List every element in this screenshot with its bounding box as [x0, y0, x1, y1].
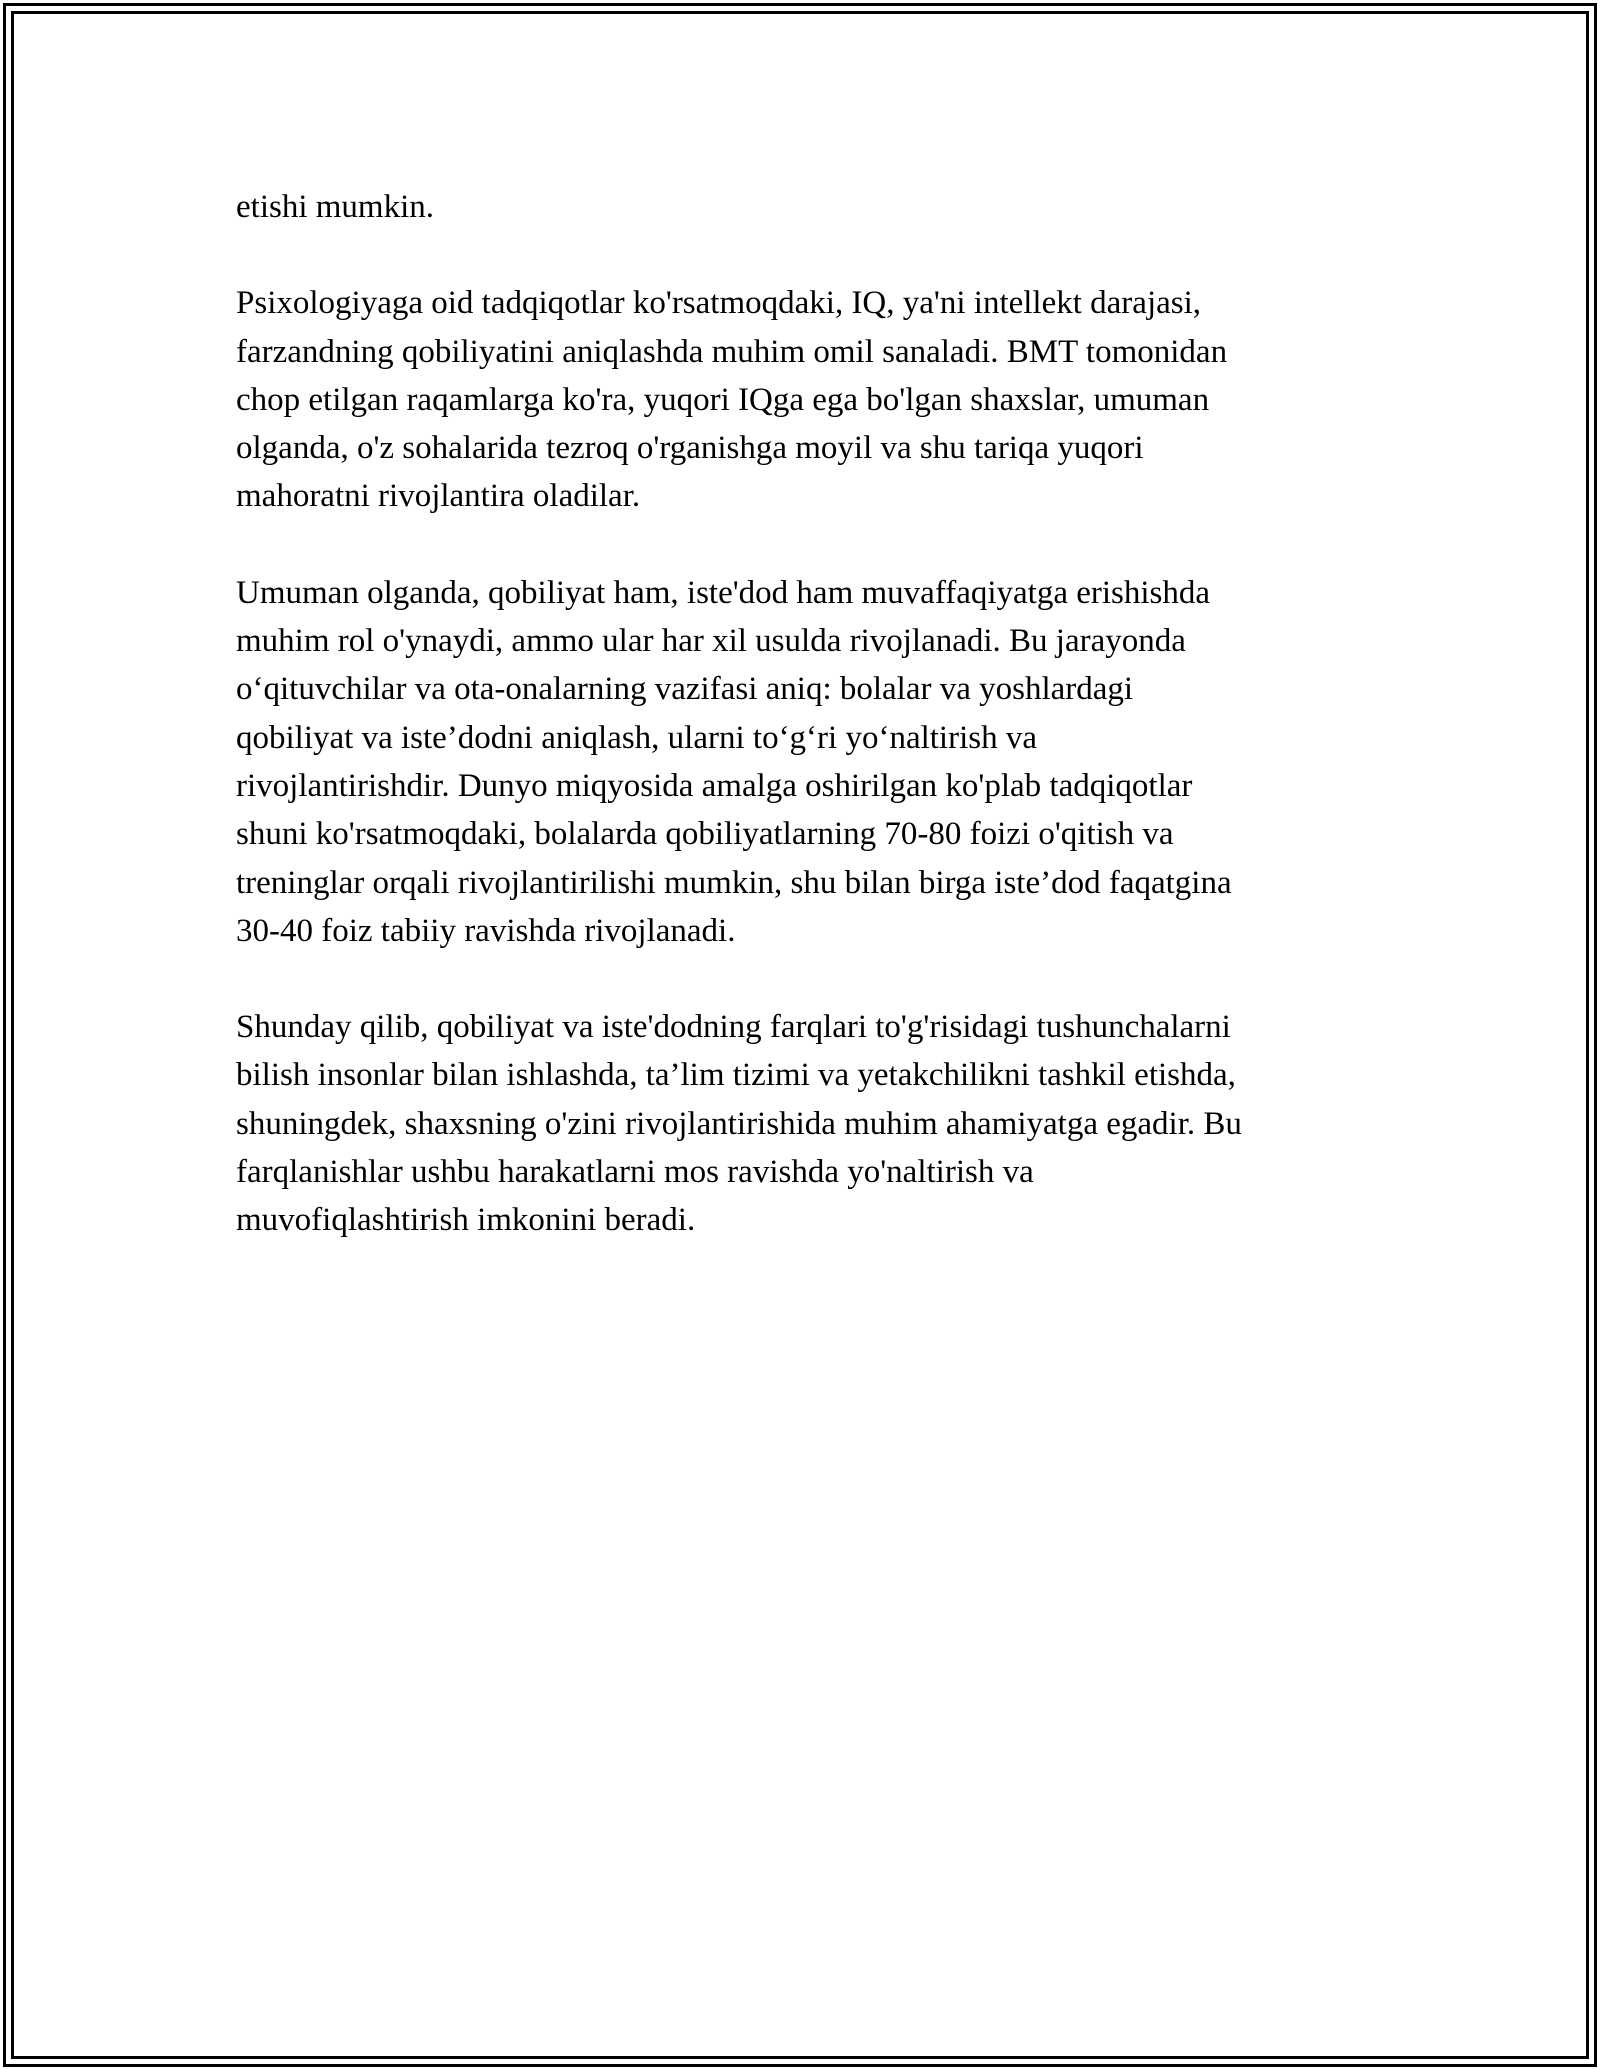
text-line: Psixologiyaga oid tadqiqotlar ko'rsatmoqdaki, IQ, ya'ni intellekt darajasi, [236, 285, 1202, 322]
text-line: qobiliyat va iste’dodni aniqlash, ularni to‘g‘ri yo‘naltirish va [236, 719, 1037, 756]
text-line: farzandning qobiliyatini aniqlashda muhim omil sanaladi. BMT tomonidan [236, 333, 1228, 370]
text-line: shuningdek, shaxsning o'zini rivojlantirishida muhim ahamiyatga egadir. Bu [236, 1105, 1242, 1142]
text-line: mahoratni rivojlantira oladilar. [236, 478, 641, 515]
text-line: 30-40 foiz tabiiy ravishda rivojlanadi. [236, 912, 736, 949]
text-line: rivojlantirishdir. Dunyo miqyosida amalga oshirilgan ko'plab tadqiqotlar [236, 767, 1193, 804]
text-line: Shunday qilib, qobiliyat va iste'dodning farqlari to'g'risidagi tushunchalarni [236, 1009, 1231, 1046]
paragraph-4 [236, 1003, 1364, 1244]
text-line: muvofiqlashtirish imkonini beradi. [236, 1202, 696, 1239]
text-line: Umuman olganda, qobiliyat ham, iste'dod ham muvaffaqiyatga erishishda [236, 574, 1211, 611]
paragraph-1 [236, 183, 1364, 231]
paragraph-2 [236, 279, 1364, 520]
paragraph-3 [236, 569, 1364, 955]
document-body [236, 183, 1364, 1293]
text-line: treninglar orqali rivojlantirilishi mumkin, shu bilan birga iste’dod faqatgina [236, 864, 1232, 901]
text-line: bilish insonlar bilan ishlashda, ta’lim tizimi va yetakchilikni tashkil etishda, [236, 1057, 1236, 1094]
text-line: shuni ko'rsatmoqdaki, bolalarda qobiliyatlarning 70-80 foizi o'qitish va [236, 816, 1174, 853]
text-line: chop etilgan raqamlarga ko'ra, yuqori IQga ega bo'lgan shaxslar, umuman [236, 381, 1210, 418]
text-line: o‘qituvchilar va ota-onalarning vazifasi aniq: bolalar va yoshlardagi [236, 671, 1134, 708]
text-line: farqlanishlar ushbu harakatlarni mos ravishda yo'naltirish va [236, 1154, 1034, 1191]
text-line: olganda, o'z sohalarida tezroq o'rganishga moyil va shu tariqa yuqori [236, 430, 1144, 467]
text-line: muhim rol o'ynaydi, ammo ular har xil usulda rivojlanadi. Bu jarayonda [236, 623, 1186, 660]
text-line: etishi mumkin. [236, 189, 434, 225]
